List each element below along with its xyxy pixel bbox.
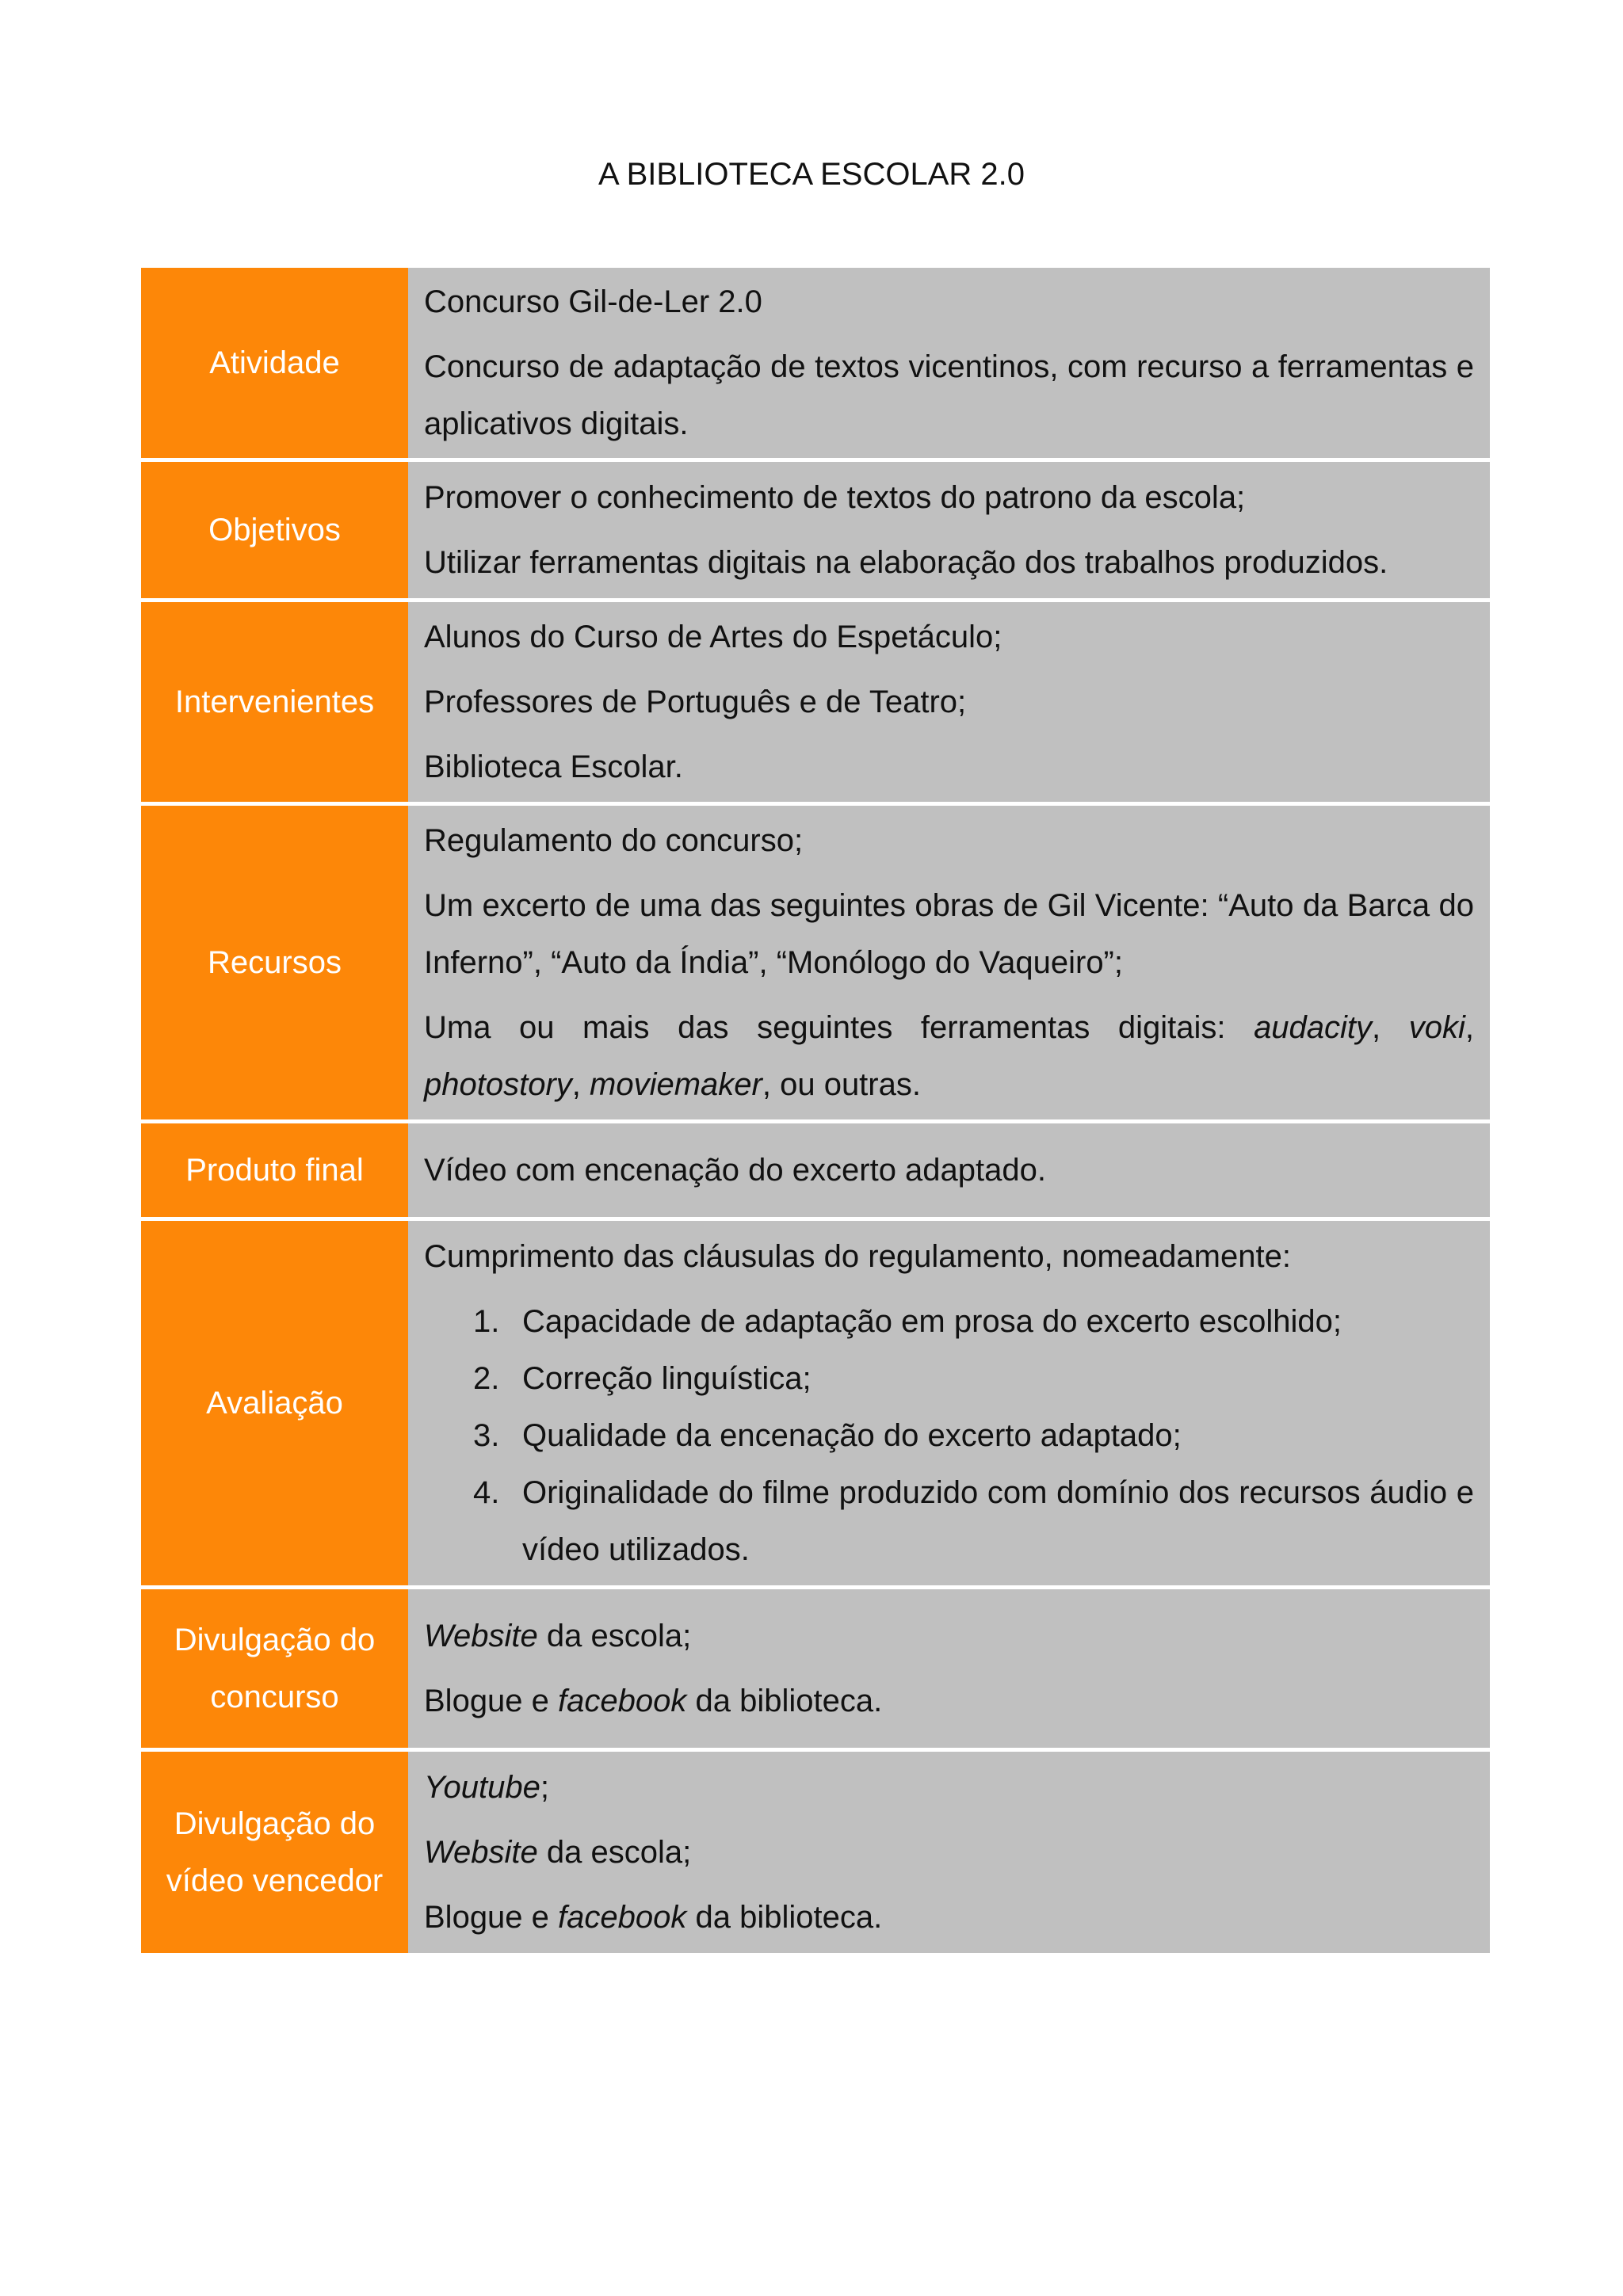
list-item bbox=[424, 1293, 1474, 1350]
content-paragraph bbox=[424, 1759, 1474, 1816]
content-paragraph bbox=[424, 338, 1474, 452]
list-text: Capacidade de adaptação em prosa do excerto escolhido; bbox=[522, 1304, 1342, 1339]
list-text: Originalidade do filme produzido com domínio dos recursos áudio e vídeo utilizados. bbox=[522, 1475, 1474, 1567]
list-item bbox=[424, 1464, 1474, 1578]
list-text: Qualidade da encenação do excerto adaptado; bbox=[522, 1418, 1182, 1453]
row-label: Intervenientes bbox=[141, 601, 408, 804]
text-segment: Promover o conhecimento de textos do patrono da escola; bbox=[424, 480, 1246, 515]
table-row bbox=[141, 1588, 1490, 1750]
row-label: Produto final bbox=[141, 1122, 408, 1219]
list-item bbox=[424, 1407, 1474, 1464]
content-paragraph bbox=[424, 1672, 1474, 1730]
text-segment: , ou outras. bbox=[762, 1067, 921, 1102]
text-segment: Um excerto de uma das seguintes obras de Gil Vicente: “Auto da Barca do Inferno”, “Auto da Índia”, “Monólogo do Vaqueiro”; bbox=[424, 888, 1474, 980]
row-content bbox=[408, 1219, 1490, 1588]
text-segment: Uma ou mais das seguintes ferramentas digitais: bbox=[424, 1010, 1254, 1045]
activity-table bbox=[141, 268, 1490, 1953]
italic-text: audacity bbox=[1254, 1010, 1373, 1045]
content-paragraph bbox=[424, 534, 1474, 591]
text-segment: ; bbox=[540, 1770, 549, 1805]
text-segment: da escola; bbox=[537, 1835, 692, 1870]
content-paragraph bbox=[424, 877, 1474, 991]
content-paragraph bbox=[424, 1889, 1474, 1946]
row-label: Avaliação bbox=[141, 1219, 408, 1588]
list-number: 4. bbox=[473, 1475, 500, 1510]
content-paragraph bbox=[424, 1228, 1474, 1285]
content-paragraph bbox=[424, 1142, 1474, 1199]
text-segment: , bbox=[1372, 1010, 1409, 1045]
row-label: Recursos bbox=[141, 804, 408, 1122]
list-number: 1. bbox=[473, 1304, 500, 1339]
text-segment: da biblioteca. bbox=[686, 1684, 883, 1718]
italic-text: moviemaker bbox=[590, 1067, 762, 1102]
text-segment: da escola; bbox=[537, 1619, 692, 1653]
content-paragraph bbox=[424, 812, 1474, 869]
text-segment: , bbox=[571, 1067, 590, 1102]
text-segment: Alunos do Curso de Artes do Espetáculo; bbox=[424, 620, 1002, 654]
content-paragraph bbox=[424, 273, 1474, 330]
row-content bbox=[408, 1588, 1490, 1750]
row-content bbox=[408, 804, 1490, 1122]
row-content bbox=[408, 268, 1490, 460]
content-paragraph bbox=[424, 999, 1474, 1113]
italic-text: Website bbox=[424, 1835, 538, 1870]
row-content bbox=[408, 1750, 1490, 1954]
row-content bbox=[408, 601, 1490, 804]
row-label: Objetivos bbox=[141, 460, 408, 601]
text-segment: Concurso de adaptação de textos vicentinos, com recurso a ferramentas e aplicativos digitais. bbox=[424, 349, 1474, 441]
table-row bbox=[141, 1122, 1490, 1219]
italic-text: Website bbox=[424, 1619, 538, 1653]
content-paragraph bbox=[424, 608, 1474, 666]
list-text: Correção linguística; bbox=[522, 1361, 812, 1396]
table-row bbox=[141, 460, 1490, 601]
content-paragraph bbox=[424, 469, 1474, 526]
list-number: 2. bbox=[473, 1361, 500, 1396]
table-row bbox=[141, 1219, 1490, 1588]
italic-text: voki bbox=[1408, 1010, 1465, 1045]
table-row bbox=[141, 804, 1490, 1122]
italic-text: Youtube bbox=[424, 1770, 540, 1805]
text-segment: , bbox=[1465, 1010, 1474, 1045]
content-paragraph bbox=[424, 738, 1474, 795]
text-segment: Vídeo com encenação do excerto adaptado. bbox=[424, 1153, 1046, 1188]
text-segment: Utilizar ferramentas digitais na elaboração dos trabalhos produzidos. bbox=[424, 545, 1388, 580]
content-paragraph bbox=[424, 673, 1474, 730]
text-segment: Biblioteca Escolar. bbox=[424, 749, 683, 784]
row-content bbox=[408, 460, 1490, 601]
row-label: Atividade bbox=[141, 268, 408, 460]
list-item bbox=[424, 1350, 1474, 1407]
italic-text: facebook bbox=[558, 1684, 687, 1718]
table-row bbox=[141, 268, 1490, 460]
text-segment: Professores de Português e de Teatro; bbox=[424, 685, 967, 719]
table-row bbox=[141, 1750, 1490, 1954]
content-paragraph bbox=[424, 1824, 1474, 1881]
content-paragraph bbox=[424, 1608, 1474, 1665]
row-label: Divulgação do vídeo vencedor bbox=[141, 1750, 408, 1954]
text-segment: Cumprimento das cláusulas do regulamento, nomeadamente: bbox=[424, 1239, 1291, 1274]
text-segment: Blogue e bbox=[424, 1900, 559, 1935]
row-content bbox=[408, 1122, 1490, 1219]
numbered-list bbox=[424, 1293, 1474, 1578]
text-segment: da biblioteca. bbox=[686, 1900, 883, 1935]
text-segment: Regulamento do concurso; bbox=[424, 823, 804, 858]
text-segment: Blogue e bbox=[424, 1684, 559, 1718]
text-segment: Concurso Gil-de-Ler 2.0 bbox=[424, 284, 762, 319]
row-label: Divulgação do concurso bbox=[141, 1588, 408, 1750]
table-row bbox=[141, 601, 1490, 804]
list-number: 3. bbox=[473, 1418, 500, 1453]
italic-text: facebook bbox=[558, 1900, 687, 1935]
document-title: A BIBLIOTECA ESCOLAR 2.0 bbox=[598, 157, 1025, 192]
italic-text: photostory bbox=[424, 1067, 572, 1102]
